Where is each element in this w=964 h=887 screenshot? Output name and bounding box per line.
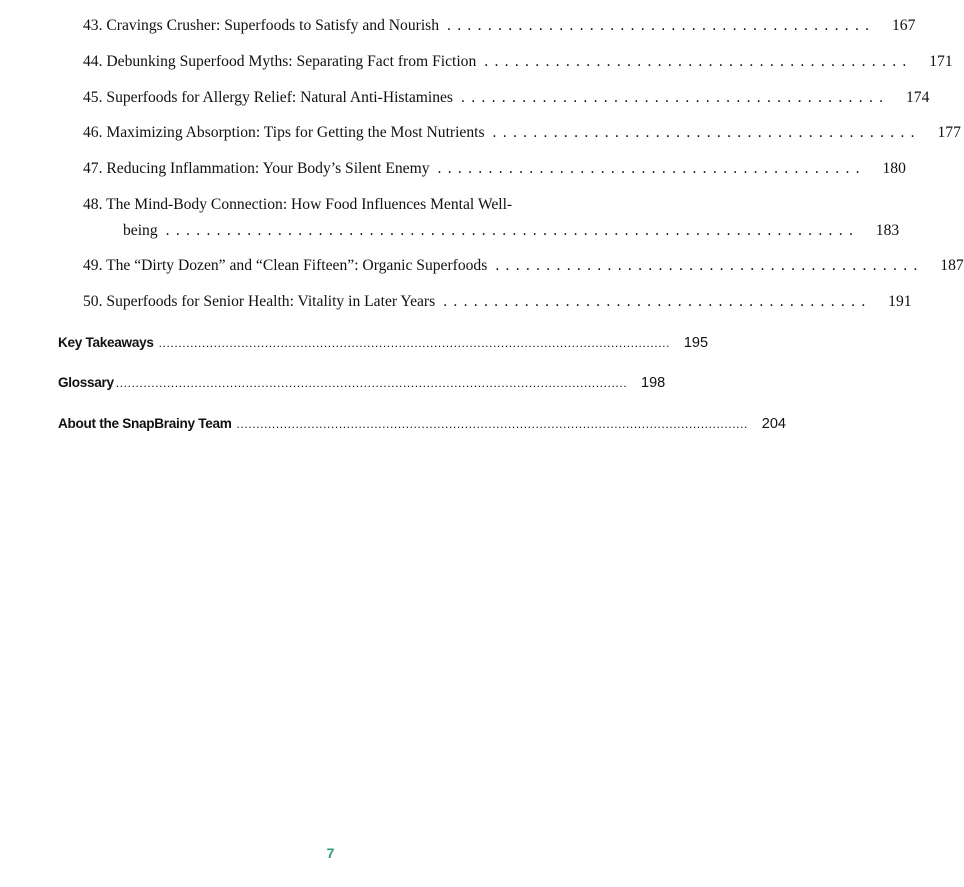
dot-leader: .......................................... [437,160,866,177]
toc-entry-title: 50. Superfoods for Senior Health: Vitality in Later Years [83,293,436,310]
toc-entry-title-continued: being [123,222,158,239]
toc-entry-title: 49. The “Dirty Dozen” and “Clean Fifteen”: Organic Superfoods [83,257,488,274]
page-number: 7 [326,845,335,861]
toc-section-page: 195 [683,335,709,351]
dot-leader: .......................................... [495,257,924,274]
toc-section-page: 198 [641,375,666,391]
toc-entry-page: 183 [875,222,900,239]
dot-leader: .................................................................... [165,222,860,239]
toc-entry[interactable] [83,257,964,275]
toc-entry-title: 44. Debunking Superfood Myths: Separating Fact from Fiction [83,53,477,70]
dot-leader: .......................................... [484,53,913,70]
toc-entry-page: 171 [929,53,953,70]
dot-leader: .......................................... [447,17,876,34]
toc-entry[interactable] [83,160,906,178]
toc-entry-title: 43. Cravings Crusher: Superfoods to Satisfy and Nourish [83,17,440,34]
toc-entry[interactable] [83,124,961,142]
dot-leader: .................................................................................................................................. [158,336,671,350]
dot-leader: .................................................................................................................................. [115,376,628,390]
toc-entry-page: 167 [891,17,916,34]
toc-section-page: 204 [761,416,786,432]
dot-leader: .......................................... [492,124,921,141]
toc-section[interactable] [58,415,786,433]
toc-entry-title: 45. Superfoods for Allergy Relief: Natural Anti-Histamines [83,89,454,106]
toc-section[interactable] [58,374,666,392]
toc-entry[interactable] [83,53,953,71]
dot-leader: .................................................................................................................................. [236,417,748,431]
toc-entry-title: 46. Maximizing Absorption: Tips for Getting the Most Nutrients [83,124,485,141]
toc-entry-title: 47. Reducing Inflammation: Your Body’s Silent Enemy [83,160,430,177]
toc-entry-page: 177 [937,124,961,141]
toc-entry[interactable] [83,293,912,311]
toc-entry-title: 48. The Mind-Body Connection: How Food Influences Mental Well- [83,196,513,213]
toc-entry-page: 180 [882,160,906,177]
toc-section-title: About the SnapBrainy Team [58,416,232,431]
toc-section[interactable] [58,334,709,352]
toc-section-title: Glossary [58,375,114,390]
toc-entry[interactable] [83,196,900,240]
toc-entry[interactable] [83,17,916,35]
toc-entry-page: 174 [905,89,930,106]
dot-leader: .......................................... [461,89,890,106]
toc-entry[interactable] [83,89,930,107]
dot-leader: .......................................... [443,293,872,310]
toc-section-title: Key Takeaways [58,335,154,350]
toc-entry-page: 187 [940,257,964,274]
toc-entry-page: 191 [888,293,912,310]
